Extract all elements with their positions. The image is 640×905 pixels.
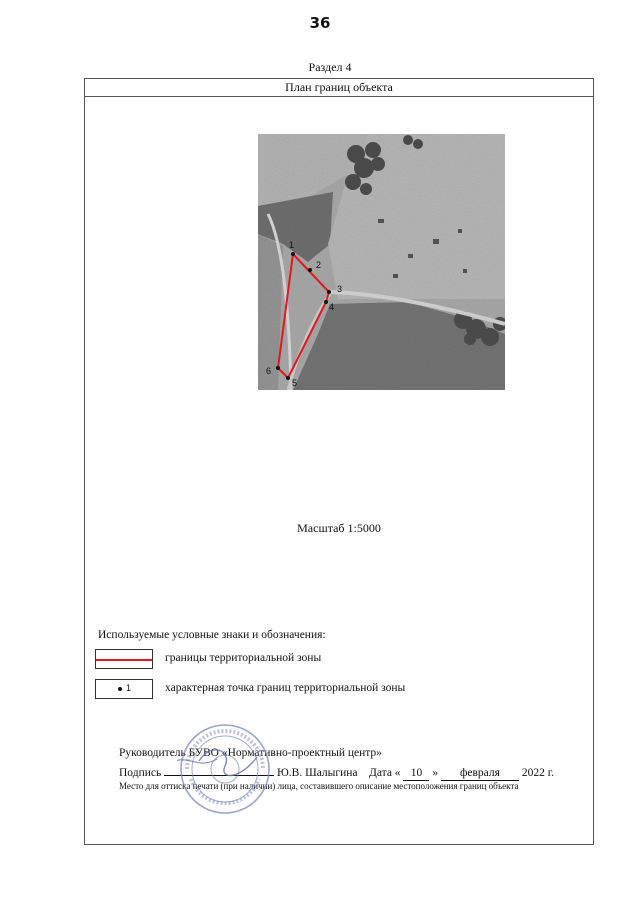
boundary-point-2 bbox=[308, 268, 312, 272]
date-mid: » bbox=[432, 767, 439, 779]
stamp-note: Место для оттиска печати (при наличии) лица, составившего описание местоположения границ объекта bbox=[119, 781, 519, 791]
aerial-map bbox=[258, 134, 505, 390]
date-month: февраля bbox=[441, 767, 519, 781]
boundary-point-label-6: 6 bbox=[266, 366, 272, 376]
legend-point-swatch bbox=[95, 679, 153, 699]
sign-label: Подпись bbox=[119, 767, 162, 779]
date-year: 2022 г. bbox=[521, 767, 554, 779]
legend-boundary-text: границы территориальной зоны bbox=[165, 652, 322, 664]
point-dot-icon bbox=[118, 687, 122, 691]
plan-title: План границ объекта bbox=[85, 79, 593, 97]
plan-frame bbox=[84, 78, 594, 845]
boundary-point-3 bbox=[327, 290, 331, 294]
seal-stamp-icon bbox=[177, 721, 273, 817]
boundary-point-label-3: 3 bbox=[337, 284, 343, 294]
legend-point-number: 1 bbox=[126, 683, 132, 693]
legend-point-text: характерная точка границ территориальной зоны bbox=[165, 682, 406, 694]
boundary-point-label-1: 1 bbox=[289, 240, 295, 250]
boundary-point-1 bbox=[291, 252, 295, 256]
boundary-point-label-4: 4 bbox=[329, 302, 335, 312]
aerial-photo bbox=[258, 134, 505, 390]
date-label: Дата « bbox=[369, 767, 401, 779]
boundary-point-label-5: 5 bbox=[292, 378, 298, 388]
section-label: Раздел 4 bbox=[308, 60, 352, 74]
boundary-point-5 bbox=[286, 376, 290, 380]
boundary-point-label-2: 2 bbox=[316, 260, 322, 270]
boundary-point-6 bbox=[276, 366, 280, 370]
legend-heading: Используемые условные знаки и обозначения: bbox=[98, 629, 326, 641]
date-day: 10 bbox=[403, 767, 429, 781]
signer-name: Ю.В. Шалыгина bbox=[276, 767, 358, 779]
signature-head-line: Руководитель БУВО «Нормативно-проектный центр» bbox=[119, 747, 382, 759]
red-boundary-line-icon bbox=[96, 659, 152, 661]
boundary-point-4 bbox=[324, 300, 328, 304]
map-scale: Масштаб 1:5000 bbox=[297, 521, 381, 535]
legend-line-swatch bbox=[95, 649, 153, 669]
page-number: 36 bbox=[309, 14, 331, 32]
